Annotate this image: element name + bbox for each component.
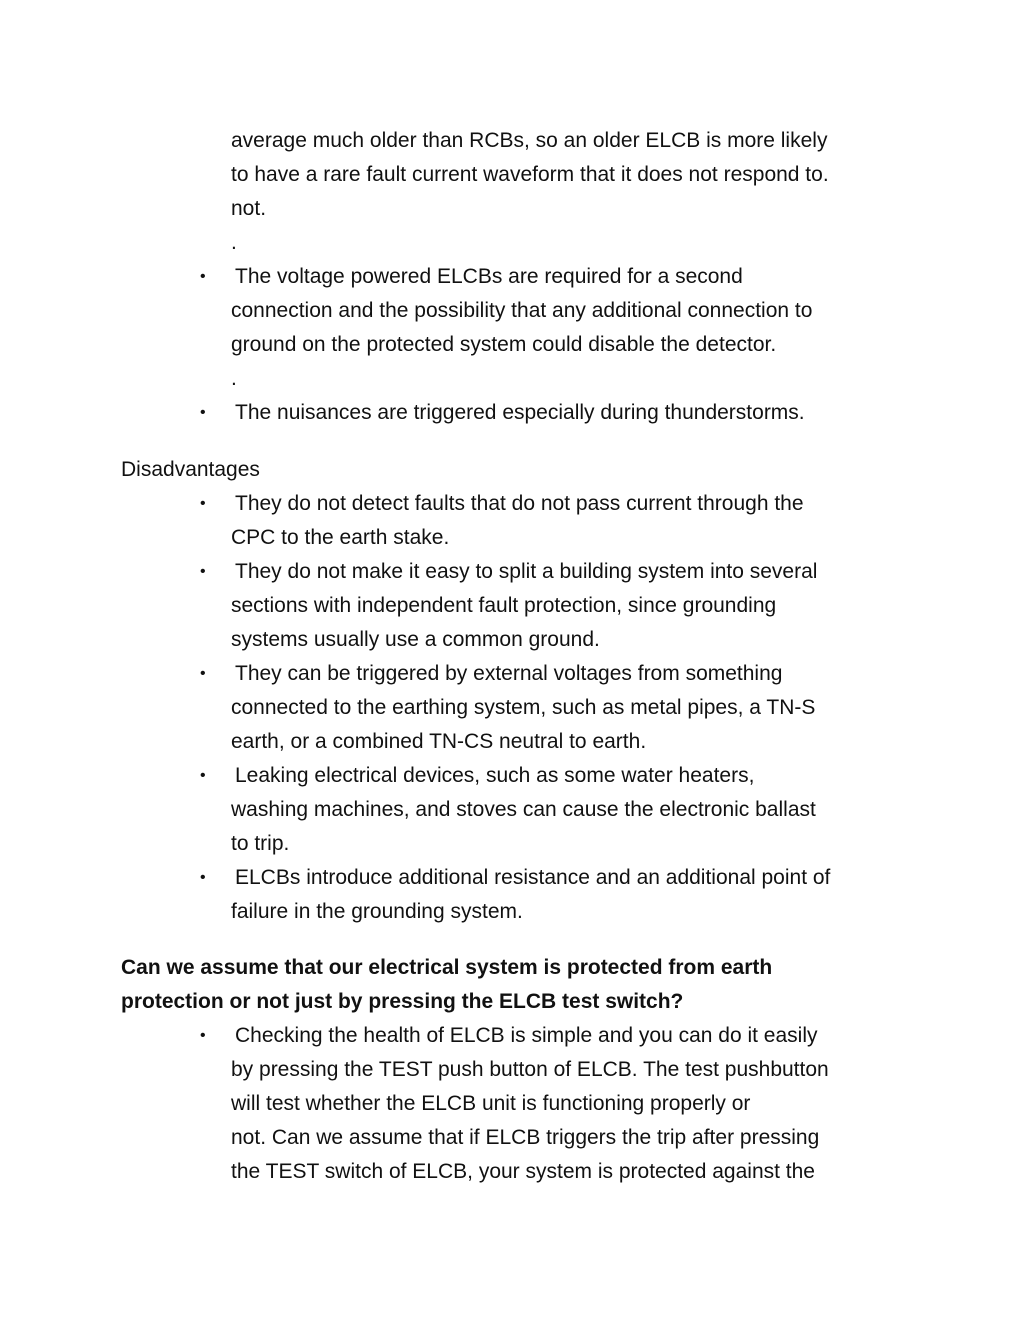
list-item-line: to trip. — [231, 832, 290, 855]
list-item-line: ground on the protected system could disable the detector. — [231, 333, 777, 356]
list-item-line: washing machines, and stoves can cause the electronic ballast — [231, 798, 816, 821]
list-item-line: by pressing the TEST push button of ELCB. The test pushbutton — [231, 1058, 829, 1081]
list-item-line: CPC to the earth stake. — [231, 526, 450, 549]
list-item-line: They do not detect faults that do not pass current through the — [235, 492, 804, 515]
list-item-line: Leaking electrical devices, such as some water heaters, — [235, 764, 755, 787]
intro-line: to have a rare fault current waveform that it does not respond to. — [231, 163, 829, 186]
list-item-line: They can be triggered by external voltages from something — [235, 662, 783, 685]
bullet-icon: • — [200, 268, 206, 285]
bullet-icon: • — [200, 1027, 206, 1044]
list-item-line: . — [231, 367, 237, 390]
list-item-line: The voltage powered ELCBs are required for a second — [235, 265, 743, 288]
list-item-line: the TEST switch of ELCB, your system is protected against the — [231, 1160, 815, 1183]
list-item-line: Checking the health of ELCB is simple and you can do it easily — [235, 1024, 818, 1047]
list-item-line: sections with independent fault protection, since grounding — [231, 594, 777, 617]
question-heading: protection or not just by pressing the ELCB test switch? — [121, 990, 684, 1013]
bullet-icon: • — [200, 869, 206, 886]
list-item-line: failure in the grounding system. — [231, 900, 523, 923]
bullet-icon: • — [200, 563, 206, 580]
question-heading: Can we assume that our electrical system is protected from earth — [121, 956, 773, 979]
intro-line: average much older than RCBs, so an older ELCB is more likely — [231, 129, 828, 152]
bullet-icon: • — [200, 665, 206, 682]
list-item-line: earth, or a combined TN-CS neutral to earth. — [231, 730, 647, 753]
list-item-line: not. Can we assume that if ELCB triggers the trip after pressing — [231, 1126, 820, 1149]
bullet-icon: • — [200, 767, 206, 784]
list-item-line: will test whether the ELCB unit is functioning properly or — [231, 1092, 751, 1115]
list-item-line: ELCBs introduce additional resistance and an additional point of — [235, 866, 831, 889]
list-item-line: connected to the earthing system, such as metal pipes, a TN-S — [231, 696, 816, 719]
list-item-line: connection and the possibility that any additional connection to — [231, 299, 813, 322]
intro-line: not. — [231, 197, 267, 220]
intro-line: . — [231, 231, 237, 254]
bullet-icon: • — [200, 404, 206, 421]
list-item-line: The nuisances are triggered especially during thunderstorms. — [235, 401, 805, 424]
section-heading-disadvantages: Disadvantages — [121, 458, 260, 481]
list-item-line: They do not make it easy to split a building system into several — [235, 560, 818, 583]
list-item-line: systems usually use a common ground. — [231, 628, 600, 651]
bullet-icon: • — [200, 495, 206, 512]
